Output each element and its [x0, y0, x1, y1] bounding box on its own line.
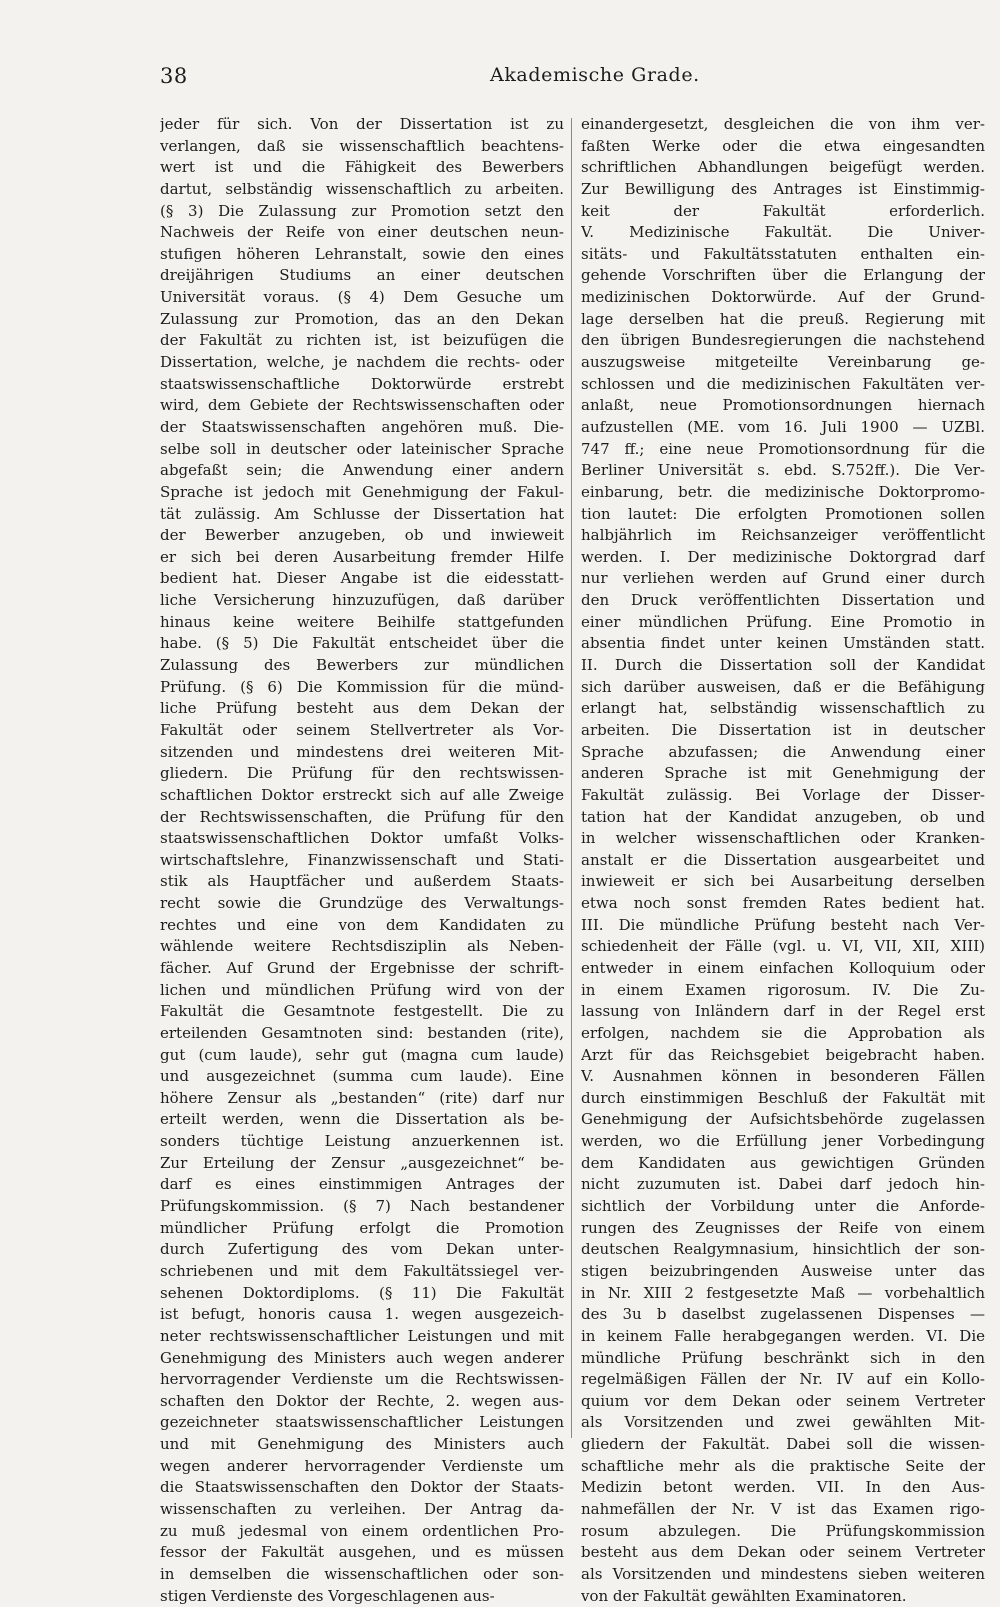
text-line: liche Prüfung besteht aus dem Dekan der: [160, 699, 564, 718]
text-line: anlaßt, neue Promotionsordnungen hiernach: [581, 396, 985, 415]
text-line: einandergesetzt, desgleichen die von ihm ver-: [581, 115, 985, 133]
text-line: wegen anderer hervorragender Verdienste um: [160, 1456, 564, 1475]
text-line: auszugsweise mitgeteilte Vereinbarung ge-: [581, 353, 985, 372]
text-line: des 3u b daselbst zugelassenen Dispenses —: [581, 1305, 985, 1324]
text-line: durch einstimmigen Beschluß der Fakultät mit: [581, 1088, 985, 1107]
text-line: schaften den Doktor der Rechte, 2. wegen aus-: [160, 1391, 564, 1410]
text-line: jeder für sich. Von der Dissertation ist zu: [160, 115, 564, 133]
text-line: die Staatswissenschaften den Doktor der Staats-: [160, 1478, 564, 1497]
text-line: sich darüber ausweisen, daß er die Befähigung: [581, 677, 985, 696]
text-line: nur verliehen werden auf Grund einer durch: [581, 569, 985, 588]
text-line: selbe soll in deutscher oder lateinischer Sprache: [160, 439, 564, 458]
left-text-column: [160, 114, 564, 1607]
text-line: sichtlich der Vorbildung unter die Anforde-: [581, 1197, 985, 1216]
text-line: dartut, selbständig wissenschaftlich zu arbeiten.: [160, 179, 564, 198]
text-line: mündliche Prüfung beschränkt sich in den: [581, 1348, 985, 1367]
text-line: schlossen und die medizinischen Fakultäten ver-: [581, 374, 985, 393]
text-line: Sprache ist jedoch mit Genehmigung der Fakul-: [160, 482, 564, 501]
text-line: arbeiten. Die Dissertation ist in deutscher: [581, 720, 985, 739]
text-line: fächer. Auf Grund der Ergebnisse der schrift-: [160, 958, 564, 977]
text-line: Berliner Universität s. ebd. S.752ff.). Die Ver-: [581, 461, 985, 480]
text-line: zu muß jedesmal von einem ordentlichen Pro-: [160, 1521, 564, 1540]
text-line: quium vor dem Dekan oder seinem Vertreter: [581, 1391, 985, 1410]
text-line: neter rechtswissenschaftlicher Leistungen und mit: [160, 1326, 564, 1345]
text-line: Universität voraus. (§ 4) Dem Gesuche um: [160, 288, 564, 307]
text-line: den Druck veröffentlichten Dissertation und: [581, 591, 985, 610]
text-line: absentia findet unter keinen Umständen statt.: [581, 634, 985, 653]
text-line: erteilenden Gesamtnoten sind: bestanden (rite),: [160, 1023, 564, 1042]
text-line: Medizin betont werden. VII. In den Aus-: [581, 1478, 985, 1497]
text-line: stigen beizubringenden Ausweise unter das: [581, 1261, 985, 1280]
text-line: werden, wo die Erfüllung jener Vorbedingung: [581, 1132, 985, 1151]
text-line: regelmäßigen Fällen der Nr. IV auf ein Kollo-: [581, 1370, 985, 1389]
text-line: gliedern der Fakultät. Dabei soll die wissen-: [581, 1435, 985, 1454]
text-line: keit der Fakultät erforderlich.: [581, 201, 985, 220]
text-line: aufzustellen (ME. vom 16. Juli 1900 — UZBl.: [581, 417, 985, 436]
text-line: in Nr. XIII 2 festgesetzte Maß — vorbehaltlich: [581, 1283, 985, 1302]
text-line: Genehmigung des Ministers auch wegen anderer: [160, 1348, 564, 1367]
text-line: einer mündlichen Prüfung. Eine Promotio in: [581, 612, 985, 631]
text-line: Zur Bewilligung des Antrages ist Einstimmig-: [581, 179, 985, 198]
text-line: stigen Verdienste des Vorgeschlagenen aus-: [160, 1586, 495, 1605]
text-line: sehenen Doktordiploms. (§ 11) Die Fakultät: [160, 1283, 564, 1302]
text-line: lage derselben hat die preuß. Regierung mit: [581, 309, 985, 328]
text-line: staatswissenschaftliche Doktorwürde erstrebt: [160, 374, 564, 393]
text-line: III. Die mündliche Prüfung besteht nach Ver-: [581, 915, 985, 934]
text-line: mündlicher Prüfung erfolgt die Promotion: [160, 1218, 564, 1237]
text-line: ist befugt, honoris causa 1. wegen ausgezeich-: [160, 1305, 564, 1324]
text-line: werden. I. Der medizinische Doktorgrad darf: [581, 547, 985, 566]
text-line: hervorragender Verdienste um die Rechtswissen-: [160, 1370, 564, 1389]
text-line: sitäts- und Fakultätsstatuten enthalten ein-: [581, 244, 985, 263]
text-line: deutschen Realgymnasium, hinsichtlich der son-: [581, 1240, 985, 1259]
text-line: (§ 3) Die Zulassung zur Promotion setzt den: [160, 201, 564, 220]
text-line: halbjährlich im Reichsanzeiger veröffentlicht: [581, 526, 985, 545]
text-line: einbarung, betr. die medizinische Doktorpromo-: [581, 482, 985, 501]
text-line: habe. (§ 5) Die Fakultät entscheidet über die: [160, 634, 564, 653]
text-line: staatswissenschaftlichen Doktor umfaßt Volks-: [160, 829, 564, 848]
text-line: anderen Sprache ist mit Genehmigung der: [581, 764, 985, 783]
text-line: Dissertation, welche, je nachdem die rechts- oder: [160, 353, 564, 372]
text-line: Genehmigung der Aufsichtsbehörde zugelassen: [581, 1110, 985, 1129]
text-line: besteht aus dem Dekan oder seinem Vertreter: [581, 1543, 985, 1562]
text-line: wird, dem Gebiete der Rechtswissenschaften oder: [160, 396, 564, 415]
text-line: der Fakultät zu richten ist, ist beizufügen die: [160, 331, 564, 350]
text-line: Zur Erteilung der Zensur „ausgezeichnet“ be-: [160, 1153, 564, 1172]
text-line: schaftlichen Doktor erstreckt sich auf alle Zweige: [160, 785, 564, 804]
text-line: tät zulässig. Am Schlusse der Dissertation hat: [160, 504, 564, 523]
text-line: in welcher wissenschaftlichen oder Kranken-: [581, 829, 985, 848]
text-line: Nachweis der Reife von einer deutschen neun-: [160, 223, 564, 242]
text-line: schriebenen und mit dem Fakultätssiegel ver-: [160, 1261, 564, 1280]
text-line: wert ist und die Fähigkeit des Bewerbers: [160, 158, 564, 177]
column-divider: [571, 118, 572, 1438]
text-line: Arzt für das Reichsgebiet beigebracht haben.: [581, 1045, 985, 1064]
text-line: wissenschaften zu verleihen. Der Antrag da-: [160, 1500, 564, 1518]
text-line: Fakultät oder seinem Stellvertreter als Vor-: [160, 720, 564, 739]
text-line: nicht zuzumuten ist. Dabei darf jedoch hin-: [581, 1175, 985, 1194]
text-line: rechtes und eine von dem Kandidaten zu: [160, 915, 564, 934]
text-line: und ausgezeichnet (summa cum laude). Eine: [160, 1067, 564, 1086]
text-line: tation hat der Kandidat anzugeben, ob und: [581, 807, 985, 826]
text-line: verlangen, daß sie wissenschaftlich beachtens-: [160, 136, 564, 155]
text-line: darf es eines einstimmigen Antrages der: [160, 1175, 564, 1194]
text-line: gehende Vorschriften über die Erlangung der: [581, 266, 985, 285]
text-line: stufigen höheren Lehranstalt, sowie den eines: [160, 244, 564, 263]
text-line: etwa noch sonst fremden Rates bedient hat.: [581, 894, 985, 913]
right-text-column: [581, 114, 985, 1607]
text-line: medizinischen Doktorwürde. Auf der Grund-: [581, 288, 985, 307]
text-line: wählende weitere Rechtsdisziplin als Neben-: [160, 937, 564, 956]
text-line: bedient hat. Dieser Angabe ist die eidesstatt-: [160, 569, 564, 588]
text-line: Zulassung des Bewerbers zur mündlichen: [160, 656, 564, 675]
text-line: V. Ausnahmen können in besonderen Fällen: [581, 1067, 985, 1086]
text-line: lichen und mündlichen Prüfung wird von der: [160, 980, 564, 999]
text-line: entweder in einem einfachen Kolloquium oder: [581, 958, 985, 977]
text-line: V. Medizinische Fakultät. Die Univer-: [581, 223, 985, 242]
text-line: hinaus keine weitere Beihilfe stattgefunden: [160, 612, 564, 631]
text-line: und mit Genehmigung des Ministers auch: [160, 1435, 564, 1454]
text-line: dem Kandidaten aus gewichtigen Gründen: [581, 1153, 985, 1172]
text-line: Fakultät zulässig. Bei Vorlage der Disser-: [581, 785, 985, 804]
text-line: gliedern. Die Prüfung für den rechtswissen-: [160, 764, 564, 783]
text-line: in keinem Falle herabgegangen werden. VI. Die: [581, 1326, 985, 1345]
text-line: schiedenheit der Fälle (vgl. u. VI, VII, XII, XIII): [581, 937, 985, 956]
text-line: tion lautet: Die erfolgten Promotionen sollen: [581, 504, 985, 523]
text-line: rosum abzulegen. Die Prüfungskommission: [581, 1521, 985, 1540]
text-line: rungen des Zeugnisses der Reife von einem: [581, 1218, 985, 1237]
text-line: als Vorsitzenden und zwei gewählten Mit-: [581, 1413, 985, 1432]
text-line: inwieweit er sich bei Ausarbeitung derselben: [581, 872, 985, 891]
text-line: der Bewerber anzugeben, ob und inwieweit: [160, 526, 564, 545]
text-line: den übrigen Bundesregierungen die nachstehend: [581, 331, 985, 350]
text-line: sitzenden und mindestens drei weiteren Mit-: [160, 742, 564, 761]
page-number: 38: [160, 64, 188, 88]
text-line: Fakultät die Gesamtnote festgestellt. Die zu: [160, 1002, 564, 1021]
text-line: dreijährigen Studiums an einer deutschen: [160, 266, 564, 285]
text-line: erfolgen, nachdem sie die Approbation als: [581, 1023, 985, 1042]
text-line: von der Fakultät gewählten Examinatoren.: [581, 1586, 907, 1605]
text-line: anstalt er die Dissertation ausgearbeitet und: [581, 850, 985, 869]
text-line: er sich bei deren Ausarbeitung fremder Hilfe: [160, 547, 564, 566]
text-line: 747 ff.; eine neue Promotionsordnung für die: [581, 439, 985, 458]
text-line: sonders tüchtige Leistung anzuerkennen ist.: [160, 1132, 564, 1151]
text-line: gezeichneter staatswissenschaftlicher Leistungen: [160, 1413, 564, 1432]
text-line: abgefaßt sein; die Anwendung einer andern: [160, 461, 564, 480]
text-line: als Vorsitzenden und mindestens sieben weiteren: [581, 1564, 985, 1583]
running-head: Akademische Grade.: [490, 64, 700, 86]
text-line: Prüfungskommission. (§ 7) Nach bestandener: [160, 1197, 564, 1216]
text-line: recht sowie die Grundzüge des Verwaltungs-: [160, 894, 564, 913]
text-line: wirtschaftslehre, Finanzwissenschaft und Stati-: [160, 850, 564, 869]
text-line: liche Versicherung hinzuzufügen, daß darüber: [160, 591, 564, 610]
text-line: II. Durch die Dissertation soll der Kandidat: [581, 656, 985, 675]
text-line: schaftliche mehr als die praktische Seite der: [581, 1456, 985, 1475]
text-line: faßten Werke oder die etwa eingesandten: [581, 136, 985, 155]
text-line: fessor der Fakultät ausgehen, und es müssen: [160, 1543, 564, 1562]
text-line: der Rechtswissenschaften, die Prüfung für den: [160, 807, 564, 826]
text-line: nahmefällen der Nr. V ist das Examen rigo-: [581, 1500, 985, 1518]
text-line: in demselben die wissenschaftlichen oder son-: [160, 1564, 564, 1583]
text-line: gut (cum laude), sehr gut (magna cum laude): [160, 1045, 564, 1064]
text-line: höhere Zensur als „bestanden“ (rite) darf nur: [160, 1088, 564, 1107]
text-line: der Staatswissenschaften angehören muß. Die-: [160, 417, 564, 436]
text-line: erteilt werden, wenn die Dissertation als be-: [160, 1110, 564, 1129]
text-line: lassung von Inländern darf in der Regel erst: [581, 1002, 985, 1021]
text-line: durch Zufertigung des vom Dekan unter-: [160, 1240, 564, 1259]
text-line: in einem Examen rigorosum. IV. Die Zu-: [581, 980, 985, 999]
text-line: schriftlichen Abhandlungen beigefügt werden.: [581, 158, 985, 177]
text-line: Zulassung zur Promotion, das an den Dekan: [160, 309, 564, 328]
text-line: Prüfung. (§ 6) Die Kommission für die münd-: [160, 677, 564, 696]
text-line: Sprache abzufassen; die Anwendung einer: [581, 742, 985, 761]
text-line: erlangt hat, selbständig wissenschaftlich zu: [581, 699, 985, 718]
text-line: stik als Hauptfächer und außerdem Staats-: [160, 872, 564, 891]
